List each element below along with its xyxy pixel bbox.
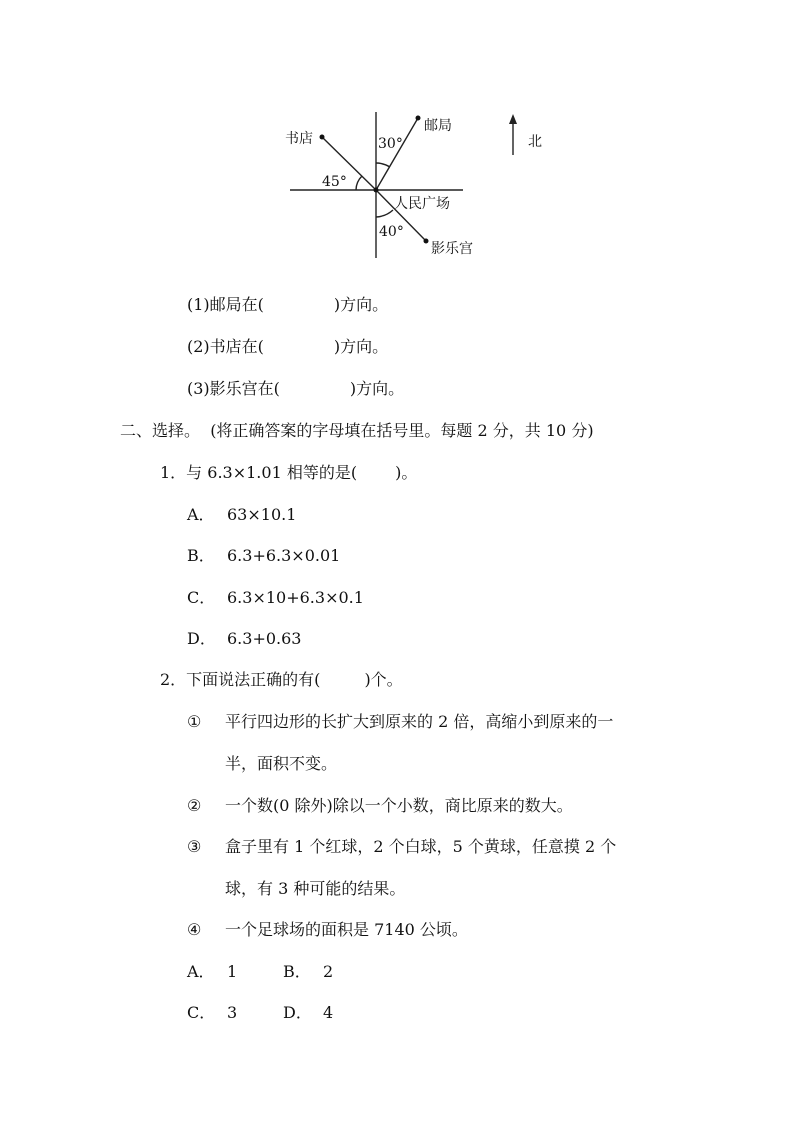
label-cinema: 影乐宫	[431, 241, 473, 257]
fill-question-1-prefix: (1)邮局在(	[187, 295, 264, 314]
label-bookstore: 书店	[285, 131, 313, 147]
option-text: 3	[227, 1003, 238, 1022]
arc-cinema	[376, 210, 393, 217]
ray-post-office	[376, 118, 418, 190]
statement-2-line1: 一个数(0 除外)除以一个小数，商比原来的数大。	[225, 796, 573, 815]
fill-question-3-suffix: )方向。	[349, 379, 405, 398]
section-title: 二、选择。	[120, 421, 201, 440]
option-letter: A．	[187, 505, 215, 524]
question-1-option-a[interactable]	[187, 505, 296, 525]
north-arrow-head	[509, 114, 517, 124]
fill-question-1	[187, 295, 388, 315]
label-angle-post-office: 30°	[378, 136, 403, 152]
point-square	[374, 188, 379, 193]
fill-question-2-suffix: )方向。	[333, 337, 389, 356]
option-letter: D．	[187, 629, 216, 648]
option-text: 1	[227, 962, 238, 981]
question-1-option-c[interactable]	[187, 588, 364, 608]
label-angle-bookstore: 45°	[322, 174, 347, 190]
arc-post-office	[376, 163, 390, 167]
option-letter: B．	[283, 962, 311, 981]
option-text: 2	[323, 962, 334, 981]
fill-question-2-prefix: (2)书店在(	[187, 337, 264, 356]
point-post-office	[416, 116, 421, 121]
option-letter: B．	[187, 546, 215, 565]
option-text: 6.3×10+6.3×0.1	[227, 588, 364, 607]
section-note: (将正确答案的字母填在括号里。每题 2 分，共 10 分)	[210, 421, 594, 440]
statement-1-mark: ①	[187, 712, 202, 731]
option-letter: A．	[187, 962, 215, 981]
question-2-option-c[interactable]	[187, 1003, 237, 1023]
point-cinema	[424, 239, 429, 244]
statement-2-mark: ②	[187, 796, 202, 815]
question-1-option-b[interactable]	[187, 546, 340, 566]
question-2-stem-suffix: )个。	[364, 670, 403, 689]
question-2-option-b[interactable]	[283, 962, 333, 982]
question-1-stem	[160, 463, 417, 483]
fill-question-3	[187, 379, 404, 399]
statement-3-mark: ③	[187, 837, 202, 856]
statement-4-mark: ④	[187, 920, 202, 939]
statement-1-line2: 半，面积不变。	[225, 754, 338, 773]
label-north: 北	[528, 134, 542, 150]
question-1-stem-prefix: 1．与 6.3×1.01 相等的是(	[160, 463, 358, 482]
question-1-stem-suffix: )。	[395, 463, 418, 482]
statement-1-line1: 平行四边形的长扩大到原来的 2 倍，高缩小到原来的一	[225, 712, 614, 731]
question-2-stem	[160, 670, 403, 690]
option-letter: D．	[283, 1003, 312, 1022]
option-text: 63×10.1	[227, 505, 297, 524]
question-2-option-a[interactable]	[187, 962, 237, 982]
label-square: 人民广场	[394, 196, 450, 212]
label-angle-cinema: 40°	[379, 224, 404, 240]
direction-diagram	[0, 0, 794, 270]
fill-question-1-suffix: )方向。	[333, 295, 389, 314]
question-1-option-d[interactable]	[187, 629, 301, 649]
statement-3-line2: 球，有 3 种可能的结果。	[225, 879, 406, 898]
fill-question-3-prefix: (3)影乐宫在(	[187, 379, 280, 398]
label-post-office: 邮局	[424, 118, 452, 134]
option-letter: C．	[187, 1003, 216, 1022]
option-text: 6.3+6.3×0.01	[227, 546, 341, 565]
fill-question-2	[187, 337, 388, 357]
statement-4-line1: 一个足球场的面积是 7140 公顷。	[225, 920, 468, 939]
point-bookstore	[320, 135, 325, 140]
question-2-option-d[interactable]	[283, 1003, 333, 1023]
option-text: 4	[323, 1003, 334, 1022]
question-2-stem-prefix: 2．下面说法正确的有(	[160, 670, 321, 689]
section-heading	[120, 421, 594, 441]
option-text: 6.3+0.63	[227, 629, 302, 648]
option-letter: C．	[187, 588, 216, 607]
statement-3-line1: 盒子里有 1 个红球，2 个白球，5 个黄球，任意摸 2 个	[225, 837, 617, 856]
arc-bookstore	[356, 176, 362, 190]
